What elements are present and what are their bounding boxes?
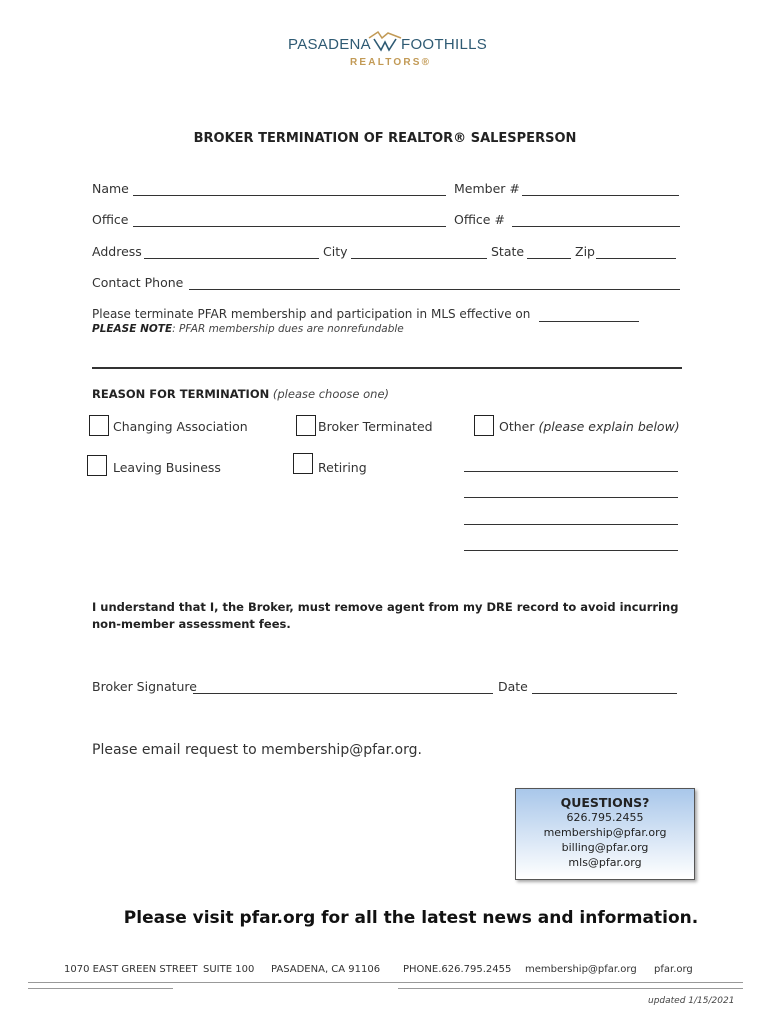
effective-date-field[interactable] (539, 321, 639, 322)
footer-email: membership@pfar.org (525, 964, 637, 975)
footer-city: PASADENA, CA 91106 (271, 964, 381, 975)
mountain-logo-icon (368, 30, 402, 52)
footer-rule-right (398, 988, 743, 989)
office-number-label: Office # (454, 212, 505, 227)
footer-street: 1070 EAST GREEN STREET (64, 964, 198, 975)
section-divider (92, 367, 682, 369)
email-request: Please email request to membership@pfar.org. (92, 742, 422, 758)
reason-title: REASON FOR TERMINATION (92, 387, 270, 401)
contact-phone-field[interactable] (189, 289, 680, 290)
other-checkbox[interactable] (474, 415, 494, 436)
retiring-checkbox[interactable] (293, 453, 313, 474)
city-label: City (323, 244, 348, 259)
office-number-field[interactable] (512, 226, 680, 227)
logo-subtitle: REALTORS® (350, 57, 432, 68)
questions-email-billing: billing@pfar.org (561, 841, 649, 854)
note-text: : PFAR membership dues are nonrefundable (172, 323, 404, 335)
state-field[interactable] (527, 258, 571, 259)
zip-field[interactable] (596, 258, 676, 259)
changing-association-checkbox[interactable] (89, 415, 109, 436)
name-field[interactable] (133, 195, 446, 196)
footer-rule-left (28, 988, 173, 989)
reason-heading (92, 387, 389, 401)
other-label (499, 419, 680, 434)
name-label: Name (92, 181, 129, 196)
logo-name-left: PASADENA (288, 36, 371, 53)
broker-signature-label: Broker Signature (92, 679, 197, 694)
member-number-label: Member # (454, 181, 520, 196)
other-text: Other (499, 419, 535, 434)
terminate-statement: Please terminate PFAR membership and participation in MLS effective on (92, 307, 531, 321)
date-label: Date (498, 679, 528, 694)
office-label: Office (92, 212, 129, 227)
form-title: BROKER TERMINATION OF REALTOR® SALESPERSON (193, 131, 577, 146)
address-label: Address (92, 244, 142, 259)
questions-email-membership: membership@pfar.org (543, 826, 667, 839)
leaving-business-label: Leaving Business (113, 460, 221, 475)
questions-phone: 626.795.2455 (566, 811, 644, 824)
questions-title: QUESTIONS? (560, 795, 650, 810)
footer-suite: SUITE 100 (203, 964, 255, 975)
updated-date: updated 1/15/2021 (648, 996, 735, 1006)
reason-hint: (please choose one) (272, 387, 390, 401)
zip-label: Zip (575, 244, 595, 259)
visit-banner: Please visit pfar.org for all the latest news and information. (123, 908, 699, 928)
state-label: State (491, 244, 525, 259)
broker-signature-field[interactable] (193, 693, 493, 694)
questions-email-mls: mls@pfar.org (568, 856, 642, 869)
retiring-label: Retiring (318, 460, 367, 475)
explain-line-1[interactable] (464, 471, 678, 472)
contact-phone-label: Contact Phone (92, 275, 184, 290)
footer-web: pfar.org (654, 964, 693, 975)
broker-terminated-checkbox[interactable] (296, 415, 316, 436)
note-label: PLEASE NOTE (92, 323, 173, 335)
broker-acknowledgement: I understand that I, the Broker, must remove agent from my DRE record to avoid incurring non-member assessment fees. (92, 600, 679, 631)
dues-note (92, 323, 404, 335)
broker-terminated-label: Broker Terminated (318, 419, 433, 434)
leaving-business-checkbox[interactable] (87, 455, 107, 476)
other-hint: (please explain below) (538, 419, 680, 434)
footer-rule (28, 982, 743, 983)
address-field[interactable] (144, 258, 319, 259)
footer-phone: PHONE.626.795.2455 (403, 964, 512, 975)
questions-box (515, 788, 695, 880)
explain-line-2[interactable] (464, 497, 678, 498)
explain-line-3[interactable] (464, 524, 678, 525)
member-number-field[interactable] (522, 195, 679, 196)
office-field[interactable] (133, 226, 446, 227)
logo-name-right: FOOTHILLS (400, 36, 488, 53)
changing-association-label: Changing Association (113, 419, 248, 434)
date-field[interactable] (532, 693, 677, 694)
explain-line-4[interactable] (464, 550, 678, 551)
city-field[interactable] (351, 258, 487, 259)
